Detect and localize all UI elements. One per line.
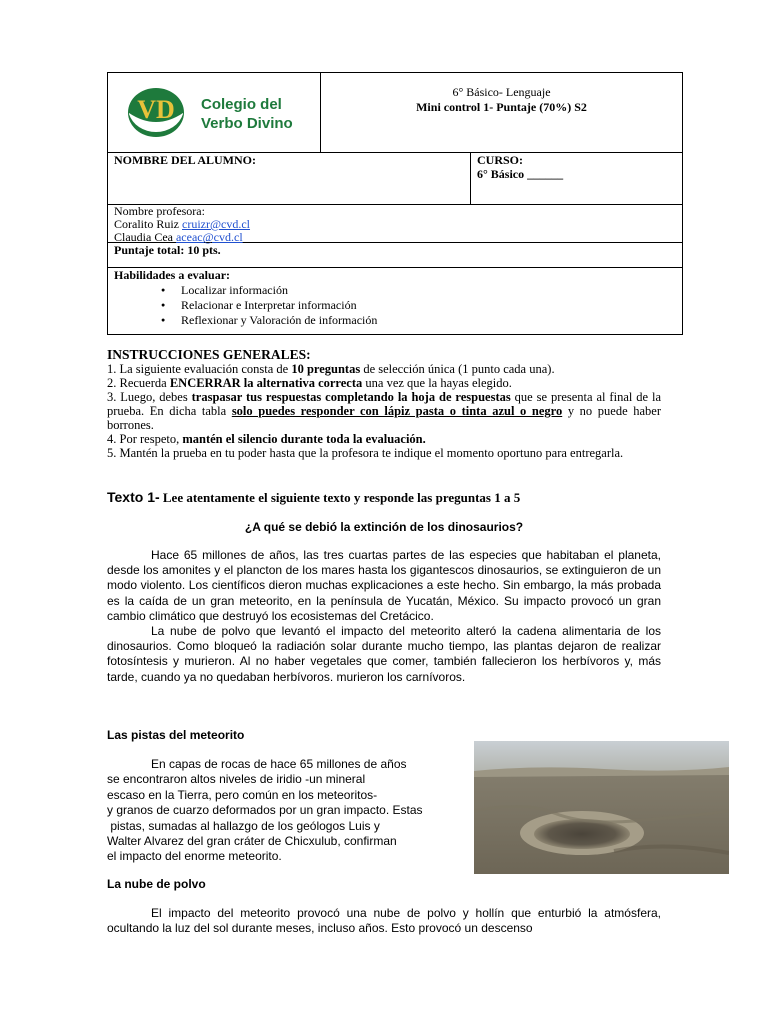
header-table: [107, 72, 683, 335]
logo-line1: Colegio del: [201, 96, 282, 113]
paragraph-1: Hace 65 millones de años, las tres cuartas partes de las especies que habitaban el planeta, desde los amonites y el plancton de los mares hasta los gigantescos dinosaurios, se extinguieron de un modo violento. Los científicos dieron muchas explicaciones a este hecho. Sin embargo, la más probada es la caída de un gran meteorito, en la península de Yucatán, México. Su impacto provocó un gran cambio climático que destruyó los ecosistemas del Cretácico.: [107, 548, 661, 623]
skills-list: [114, 283, 676, 328]
header-row-title: [108, 73, 682, 153]
course-label: CURSO:: [477, 153, 524, 167]
logo-letters: VD: [137, 95, 175, 124]
skills-label: Habilidades a evaluar:: [114, 268, 231, 282]
crater-photo: [474, 741, 729, 874]
pistas-line: En capas de rocas de hace 65 millones de años: [151, 757, 407, 771]
pistas-line: el impacto del enorme meteorito.: [107, 849, 282, 864]
pistas-line: pistas, sumadas al hallazgo de los geólogos Luis y: [107, 818, 380, 833]
instructions-title: INSTRUCCIONES GENERALES:: [107, 347, 311, 362]
logo-text: [201, 95, 293, 133]
teacher-label: Nombre profesora:: [114, 204, 205, 218]
teacher1-email-link[interactable]: cruizr@cvd.cl: [182, 217, 251, 231]
reading-body: [107, 548, 661, 685]
skill-item: ● Relacionar e Interpretar información: [181, 298, 676, 313]
header-row-skills: [108, 268, 682, 334]
nube-paragraph: [107, 906, 661, 936]
instruction-1: 1. La siguiente evaluación consta de 10 preguntas de selección única (1 punto cada una).: [107, 362, 555, 376]
pistas-line: y granos de cuarzo deformados por un gran impacto. Estas: [107, 803, 423, 818]
pistas-line: Walter Alvarez del gran cráter de Chicxulub, confirman: [107, 834, 397, 849]
title-cell: [321, 73, 682, 152]
subheading-nube: La nube de polvo: [107, 877, 206, 891]
grade-subject: 6° Básico- Lenguaje: [452, 85, 551, 99]
reading-title: ¿A qué se debió la extinción de los dinosaurios?: [244, 520, 524, 534]
pistas-line: se encontraron altos niveles de iridio -un mineral: [107, 772, 366, 787]
instruction-5: 5. Mantén la prueba en tu poder hasta que la profesora te indique el momento oportuno para entregarla.: [107, 446, 624, 460]
header-row-student: [108, 153, 682, 205]
course-cell[interactable]: [471, 153, 682, 204]
header-row-teachers: [108, 205, 682, 243]
logo-line2: Verbo Divino: [201, 115, 293, 132]
text1-heading: [107, 489, 520, 506]
skill-item: ● Localizar información: [181, 283, 676, 298]
course-value: 6° Básico ______: [477, 167, 564, 181]
instruction-3: 3. Luego, debes traspasar tus respuestas completando la hoja de respuestas que se presenta al final de la prueba. En dicha tabla solo puedes responder con lápiz pasta o tinta azul o negro y no puede haber borrones.: [107, 390, 661, 432]
school-logo-icon: [127, 87, 185, 138]
instruction-2: 2. Recuerda ENCERRAR la alternativa correcta una vez que la hayas elegido.: [107, 376, 512, 390]
paragraph-3: El impacto del meteorito provocó una nube de polvo y hollín que enturbió la atmósfera, ocultando la luz del sol durante meses, incluso años. Esto provocó un descenso: [107, 906, 661, 936]
paragraph-2: La nube de polvo que levantó el impacto del meteorito alteró la cadena alimentaria de los dinosaurios. Como bloqueó la radiación solar durante mucho tiempo, las plantas dejaron de realizar fotosíntesis y murieron. Al no haber vegetales que comer, también fallecieron los herbívoros y, más tarde, cuando ya no quedaban herbívoros. murieron los carnívoros.: [107, 624, 661, 684]
text1-label: Texto 1-: [107, 489, 160, 505]
teacher1-name: Coralito Ruiz: [114, 217, 182, 231]
student-name-label: NOMBRE DEL ALUMNO:: [114, 153, 257, 167]
logo-cell: [108, 73, 321, 152]
pistas-paragraph: [107, 757, 467, 865]
text1-instruction: Lee atentamente el siguiente texto y responde las preguntas 1 a 5: [159, 490, 521, 505]
pistas-line: escaso en la Tierra, pero común en los meteoritos-: [107, 787, 378, 802]
control-title: Mini control 1- Puntaje (70%) S2: [416, 100, 587, 114]
skill-item: ● Reflexionar y Valoración de información: [181, 313, 676, 328]
student-name-cell[interactable]: [108, 153, 471, 204]
header-row-score: [108, 243, 682, 268]
instruction-4: 4. Por respeto, mantén el silencio durante toda la evaluación.: [107, 432, 426, 446]
teacher2-name: Claudia Cea: [114, 230, 176, 244]
teacher2-email-link[interactable]: aceac@cvd.cl: [175, 230, 243, 244]
subheading-pistas: Las pistas del meteorito: [107, 728, 245, 742]
general-instructions: [107, 348, 661, 460]
total-score: Puntaje total: 10 pts.: [114, 243, 221, 257]
